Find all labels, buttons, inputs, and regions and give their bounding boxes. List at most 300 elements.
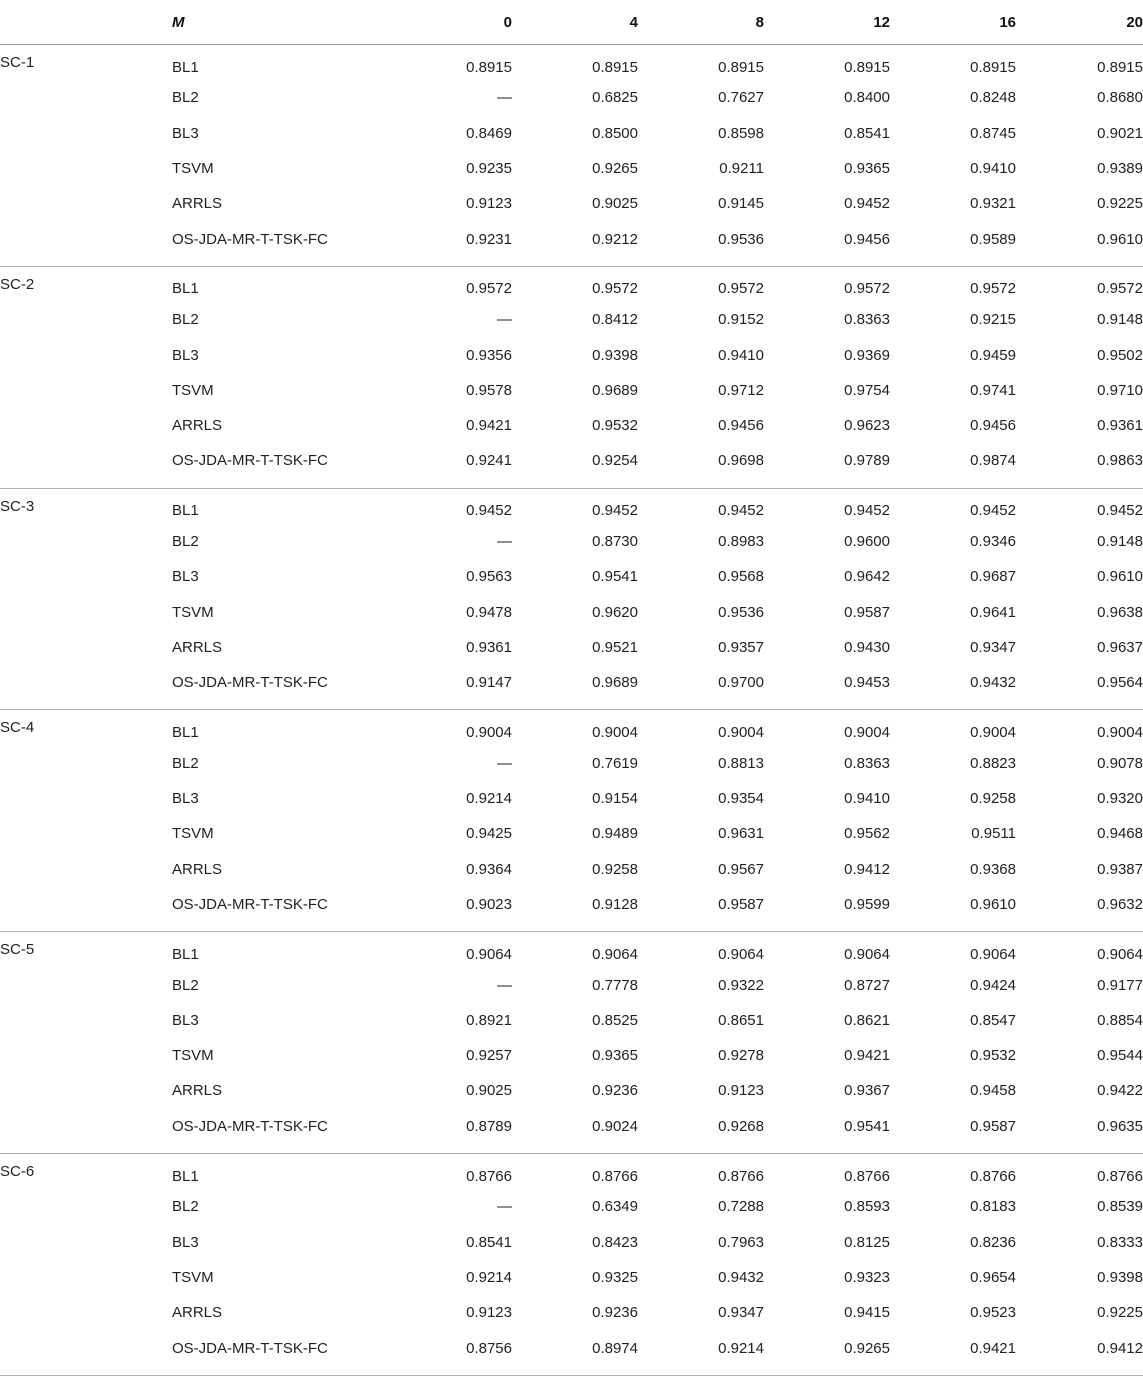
value-cell: 0.9215 xyxy=(970,311,1016,329)
value-cell: 0.9587 xyxy=(890,1109,1016,1154)
group-cell-empty xyxy=(0,302,172,337)
value-cell: 0.8183 xyxy=(970,1198,1016,1216)
method-name: BL1 xyxy=(172,502,199,520)
group-cell-empty xyxy=(0,630,172,665)
method-name: ARRLS xyxy=(172,860,223,878)
value-cell: 0.9365 xyxy=(844,160,890,178)
value-cell: 0.8333 xyxy=(1097,1233,1143,1251)
header-row xyxy=(0,0,1143,45)
value-cell: 0.9754 xyxy=(844,381,890,399)
method-name: TSVM xyxy=(172,603,214,621)
table-row xyxy=(0,116,1143,151)
value-cell: 0.9536 xyxy=(718,603,764,621)
method-name: BL2 xyxy=(172,754,199,772)
value-cell: 0.9346 xyxy=(970,533,1016,550)
value-cell: 0.7963 xyxy=(718,1233,764,1251)
table-row xyxy=(0,887,1143,932)
value-cell: 0.9361 xyxy=(1097,417,1143,435)
value-cell: 0.9422 xyxy=(1097,1082,1143,1100)
value-cell: 0.9700 xyxy=(638,665,764,710)
value-cell: 0.9064 xyxy=(718,945,764,963)
value-cell: 0.9459 xyxy=(970,346,1016,364)
value-cell: 0.9421 xyxy=(466,417,512,435)
value-cell: 0.8854 xyxy=(1097,1011,1143,1029)
value-cell: 0.9389 xyxy=(1097,160,1143,178)
table-row xyxy=(0,594,1143,629)
value-cell: 0.9387 xyxy=(1097,860,1143,878)
value-cell: 0.9064 xyxy=(970,945,1016,963)
value-cell: 0.9415 xyxy=(844,1304,890,1322)
value-cell: 0.8813 xyxy=(718,754,764,772)
value-cell: 0.9177 xyxy=(1097,976,1143,994)
table-row xyxy=(0,408,1143,443)
value-cell: 0.9589 xyxy=(890,221,1016,266)
value-cell: 0.9357 xyxy=(718,638,764,656)
group-cell-empty xyxy=(0,559,172,594)
value-cell: 0.8525 xyxy=(592,1011,638,1029)
value-cell: 0.9421 xyxy=(844,1047,890,1065)
method-name: TSVM xyxy=(172,1047,214,1065)
value-cell: 0.8915 xyxy=(844,58,890,76)
value-cell: 0.9398 xyxy=(592,346,638,364)
value-cell: 0.9432 xyxy=(718,1268,764,1286)
method-name: OS-JDA-MR-T-TSK-FC xyxy=(172,665,386,710)
value-cell: 0.9064 xyxy=(592,945,638,963)
value-cell: 0.8766 xyxy=(592,1167,638,1185)
value-cell: 0.9654 xyxy=(970,1268,1016,1286)
value-cell: 0.9410 xyxy=(718,346,764,364)
group-cell-empty xyxy=(0,1003,172,1038)
method-name: BL3 xyxy=(172,124,199,142)
value-cell: 0.9410 xyxy=(844,790,890,808)
value-cell: 0.8745 xyxy=(970,124,1016,142)
group-cell-empty xyxy=(0,1109,172,1154)
value-cell: 0.9452 xyxy=(718,502,764,520)
table-row xyxy=(0,746,1143,781)
value-cell: 0.9123 xyxy=(718,1082,764,1100)
method-name: BL3 xyxy=(172,346,199,364)
value-cell: 0.7778 xyxy=(592,976,638,994)
group-label: SC-1 xyxy=(0,54,35,71)
table-row xyxy=(0,1260,1143,1295)
value-cell: 0.7288 xyxy=(718,1198,764,1216)
value-cell: 0.8363 xyxy=(844,311,890,329)
value-cell: 0.9211 xyxy=(719,160,764,178)
value-cell: 0.8915 xyxy=(970,58,1016,76)
value-cell: 0.8248 xyxy=(970,89,1016,107)
value-cell: — xyxy=(497,533,512,550)
method-name: ARRLS xyxy=(172,417,223,435)
value-cell: 0.9258 xyxy=(970,790,1016,808)
value-cell: 0.9610 xyxy=(1097,568,1143,586)
value-cell: 0.9610 xyxy=(1016,221,1143,266)
value-cell: 0.9536 xyxy=(638,221,764,266)
group-cell-empty xyxy=(0,887,172,932)
method-name: BL2 xyxy=(172,533,199,550)
value-cell: 0.9572 xyxy=(592,280,638,298)
value-cell: 0.9458 xyxy=(970,1082,1016,1100)
value-cell: 0.9004 xyxy=(970,723,1016,741)
value-cell: 0.9502 xyxy=(1097,346,1143,364)
group-label: SC-5 xyxy=(0,941,35,959)
value-cell: 0.9637 xyxy=(1097,638,1143,656)
value-cell: 0.9004 xyxy=(592,723,638,741)
table-row xyxy=(0,373,1143,408)
table-row xyxy=(0,1295,1143,1330)
table-row xyxy=(0,1073,1143,1108)
value-cell: 0.8915 xyxy=(718,58,764,76)
method-name: OS-JDA-MR-T-TSK-FC xyxy=(172,221,386,266)
value-cell: 0.9212 xyxy=(512,221,638,266)
value-cell: 0.9599 xyxy=(764,887,890,932)
value-cell: 0.9456 xyxy=(718,417,764,435)
value-cell: 0.8983 xyxy=(718,533,764,550)
group-cell-empty xyxy=(0,1073,172,1108)
value-cell: 0.9064 xyxy=(844,945,890,963)
method-name: BL1 xyxy=(172,723,199,741)
value-cell: 0.9325 xyxy=(592,1268,638,1286)
method-name: OS-JDA-MR-T-TSK-FC xyxy=(172,1109,386,1154)
table-row xyxy=(0,932,1143,968)
value-cell: — xyxy=(497,754,512,772)
value-cell: 0.9489 xyxy=(592,825,638,843)
value-cell: 0.9214 xyxy=(638,1330,764,1375)
method-name: TSVM xyxy=(172,1268,214,1286)
value-cell: 0.9452 xyxy=(592,502,638,520)
value-cell: 0.9398 xyxy=(1097,1268,1143,1286)
value-cell: 0.8236 xyxy=(970,1233,1016,1251)
value-cell: 0.9323 xyxy=(844,1268,890,1286)
value-cell: 0.9356 xyxy=(466,346,512,364)
group-cell-empty xyxy=(0,80,172,115)
method-name: BL1 xyxy=(172,280,199,298)
table-header xyxy=(0,0,1143,45)
value-cell: 0.9147 xyxy=(386,665,512,710)
group-cell-empty xyxy=(0,443,172,488)
table-row xyxy=(0,80,1143,115)
value-cell: 0.8823 xyxy=(970,754,1016,772)
method-name: BL3 xyxy=(172,1233,199,1251)
value-cell: 0.8915 xyxy=(466,58,512,76)
method-name: OS-JDA-MR-T-TSK-FC xyxy=(172,887,386,932)
value-cell: 0.9241 xyxy=(386,443,512,488)
value-cell: 0.8598 xyxy=(718,124,764,142)
value-cell: 0.9412 xyxy=(1016,1330,1143,1375)
header-col-8: 8 xyxy=(638,0,764,45)
method-name: ARRLS xyxy=(172,1304,223,1322)
value-cell: 0.8412 xyxy=(592,311,638,329)
table-body xyxy=(0,45,1143,1376)
value-cell: 0.9789 xyxy=(764,443,890,488)
table-row xyxy=(0,186,1143,221)
value-cell: 0.9623 xyxy=(844,417,890,435)
table-row xyxy=(0,302,1143,337)
table-row xyxy=(0,266,1143,302)
value-cell: 0.9456 xyxy=(764,221,890,266)
table-row xyxy=(0,781,1143,816)
value-cell: 0.8921 xyxy=(466,1011,512,1029)
table-row xyxy=(0,1003,1143,1038)
value-cell: 0.8651 xyxy=(718,1011,764,1029)
value-cell: 0.8915 xyxy=(1097,58,1143,76)
group-label: SC-4 xyxy=(0,719,35,737)
value-cell: 0.9562 xyxy=(844,825,890,843)
value-cell: 0.9587 xyxy=(844,603,890,621)
table-row xyxy=(0,816,1143,851)
group-cell-empty xyxy=(0,1038,172,1073)
value-cell: 0.9225 xyxy=(1097,195,1143,213)
value-cell: 0.8125 xyxy=(844,1233,890,1251)
value-cell: 0.9541 xyxy=(592,568,638,586)
table-row xyxy=(0,488,1143,524)
header-col-0: 0 xyxy=(386,0,512,45)
value-cell: 0.9004 xyxy=(466,723,512,741)
value-cell: 0.6349 xyxy=(592,1198,638,1216)
value-cell: 0.9152 xyxy=(718,311,764,329)
method-name: BL2 xyxy=(172,1198,199,1216)
value-cell: 0.9521 xyxy=(592,638,638,656)
value-cell: 0.9642 xyxy=(844,568,890,586)
value-cell: — xyxy=(497,89,512,107)
value-cell: 0.9024 xyxy=(512,1109,638,1154)
value-cell: 0.9456 xyxy=(970,417,1016,435)
value-cell: 0.9452 xyxy=(844,502,890,520)
header-col-4: 4 xyxy=(512,0,638,45)
value-cell: 0.9452 xyxy=(466,502,512,520)
value-cell: 0.8500 xyxy=(592,124,638,142)
group-cell-empty xyxy=(0,594,172,629)
value-cell: 0.9430 xyxy=(844,638,890,656)
group-cell-empty xyxy=(0,665,172,710)
group-cell-empty xyxy=(0,1225,172,1260)
value-cell: 0.8541 xyxy=(844,124,890,142)
header-col-12: 12 xyxy=(764,0,890,45)
value-cell: 0.8766 xyxy=(844,1167,890,1185)
header-col-20: 20 xyxy=(1016,0,1143,45)
value-cell: 0.9004 xyxy=(1097,723,1143,741)
value-cell: 0.8756 xyxy=(386,1330,512,1375)
method-name: BL3 xyxy=(172,1011,199,1029)
group-cell-empty xyxy=(0,746,172,781)
value-cell: — xyxy=(497,1198,512,1216)
value-cell: 0.9478 xyxy=(466,603,512,621)
value-cell: 0.9347 xyxy=(718,1304,764,1322)
value-cell: 0.9365 xyxy=(592,1047,638,1065)
value-cell: 0.9689 xyxy=(592,381,638,399)
group-cell-empty xyxy=(0,116,172,151)
group-cell-empty xyxy=(0,852,172,887)
value-cell: 0.9258 xyxy=(592,860,638,878)
method-name: BL3 xyxy=(172,568,199,586)
group-cell-empty xyxy=(0,337,172,372)
table-row xyxy=(0,221,1143,266)
value-cell: 0.8423 xyxy=(592,1233,638,1251)
group-cell-empty xyxy=(0,1189,172,1224)
table-row xyxy=(0,1038,1143,1073)
header-col-16: 16 xyxy=(890,0,1016,45)
value-cell: 0.9368 xyxy=(970,860,1016,878)
group-cell-empty xyxy=(0,816,172,851)
table-row xyxy=(0,630,1143,665)
value-cell: 0.9021 xyxy=(1097,124,1143,142)
value-cell: 0.9563 xyxy=(466,568,512,586)
group-cell-empty xyxy=(0,1260,172,1295)
value-cell: 0.9410 xyxy=(970,160,1016,178)
value-cell: 0.9567 xyxy=(718,860,764,878)
group-cell-empty xyxy=(0,524,172,559)
value-cell: 0.9632 xyxy=(1016,887,1143,932)
value-cell: 0.9321 xyxy=(970,195,1016,213)
value-cell: 0.9265 xyxy=(764,1330,890,1375)
value-cell: 0.9148 xyxy=(1097,533,1143,550)
value-cell: 0.9004 xyxy=(844,723,890,741)
header-m-label: M xyxy=(172,0,386,45)
value-cell: 0.9154 xyxy=(592,790,638,808)
value-cell: 0.9254 xyxy=(512,443,638,488)
value-cell: 0.9236 xyxy=(592,1304,638,1322)
value-cell: 0.9568 xyxy=(718,568,764,586)
value-cell: 0.9572 xyxy=(970,280,1016,298)
value-cell: 0.9863 xyxy=(1016,443,1143,488)
value-cell: 0.9687 xyxy=(970,568,1016,586)
value-cell: 0.9710 xyxy=(1097,381,1143,399)
table-row xyxy=(0,45,1143,81)
group-label: SC-6 xyxy=(0,1162,35,1180)
value-cell: 0.8974 xyxy=(512,1330,638,1375)
value-cell: — xyxy=(497,976,512,994)
group-cell-empty xyxy=(0,781,172,816)
value-cell: 0.8766 xyxy=(970,1167,1016,1185)
value-cell: 0.9572 xyxy=(466,280,512,298)
method-name: BL3 xyxy=(172,790,199,808)
value-cell: 0.9511 xyxy=(971,825,1016,843)
value-cell: 0.9452 xyxy=(970,502,1016,520)
value-cell: 0.9432 xyxy=(890,665,1016,710)
value-cell: 0.9564 xyxy=(1016,665,1143,710)
value-cell: 0.9578 xyxy=(466,381,512,399)
value-cell: 0.9214 xyxy=(466,790,512,808)
value-cell: 0.8766 xyxy=(466,1167,512,1185)
value-cell: 0.9145 xyxy=(718,195,764,213)
method-name: TSVM xyxy=(172,160,214,178)
value-cell: 0.8730 xyxy=(592,533,638,550)
value-cell: 0.9610 xyxy=(890,887,1016,932)
value-cell: 0.8915 xyxy=(592,58,638,76)
table-row xyxy=(0,151,1143,186)
group-label: SC-2 xyxy=(0,275,35,293)
table-row xyxy=(0,1225,1143,1260)
value-cell: 0.9641 xyxy=(970,603,1016,621)
value-cell: 0.8766 xyxy=(718,1167,764,1185)
value-cell: 0.9128 xyxy=(512,887,638,932)
value-cell: 0.8400 xyxy=(844,89,890,107)
value-cell: 0.7627 xyxy=(718,89,764,107)
group-cell-empty xyxy=(0,1330,172,1375)
value-cell: 0.9638 xyxy=(1097,603,1143,621)
table-row xyxy=(0,559,1143,594)
value-cell: 0.9421 xyxy=(890,1330,1016,1375)
value-cell: 0.9004 xyxy=(718,723,764,741)
value-cell: 0.9452 xyxy=(1097,502,1143,520)
value-cell: 0.8363 xyxy=(844,754,890,772)
value-cell: 0.8593 xyxy=(844,1198,890,1216)
value-cell: 0.9541 xyxy=(764,1109,890,1154)
method-name: ARRLS xyxy=(172,1082,223,1100)
value-cell: 0.9123 xyxy=(466,1304,512,1322)
value-cell: 0.8547 xyxy=(970,1011,1016,1029)
value-cell: 0.9544 xyxy=(1097,1047,1143,1065)
value-cell: 0.9698 xyxy=(638,443,764,488)
value-cell: 0.9425 xyxy=(466,825,512,843)
value-cell: 0.9123 xyxy=(466,195,512,213)
value-cell: 0.8680 xyxy=(1097,89,1143,107)
value-cell: 0.9620 xyxy=(592,603,638,621)
value-cell: 0.8469 xyxy=(466,124,512,142)
value-cell: 0.9367 xyxy=(844,1082,890,1100)
method-name: BL1 xyxy=(172,945,199,963)
value-cell: 0.8789 xyxy=(386,1109,512,1154)
value-cell: 0.9064 xyxy=(466,945,512,963)
group-label: SC-3 xyxy=(0,497,35,515)
method-name: TSVM xyxy=(172,381,214,399)
value-cell: 0.9347 xyxy=(970,638,1016,656)
value-cell: 0.8539 xyxy=(1097,1198,1143,1216)
value-cell: 0.7619 xyxy=(592,754,638,772)
value-cell: 0.9874 xyxy=(890,443,1016,488)
table-row xyxy=(0,710,1143,746)
value-cell: 0.9468 xyxy=(1097,825,1143,843)
value-cell: 0.9148 xyxy=(1097,311,1143,329)
value-cell: — xyxy=(497,311,512,329)
value-cell: 0.9236 xyxy=(592,1082,638,1100)
method-name: BL2 xyxy=(172,976,199,994)
table-row xyxy=(0,1109,1143,1154)
value-cell: 0.8541 xyxy=(466,1233,512,1251)
value-cell: 0.9741 xyxy=(970,381,1016,399)
table-row xyxy=(0,665,1143,710)
value-cell: 0.9424 xyxy=(970,976,1016,994)
value-cell: 0.6825 xyxy=(592,89,638,107)
group-cell-empty xyxy=(0,186,172,221)
value-cell: 0.9265 xyxy=(592,160,638,178)
method-name: TSVM xyxy=(172,825,214,843)
value-cell: 0.9712 xyxy=(718,381,764,399)
table-row xyxy=(0,337,1143,372)
table-row xyxy=(0,524,1143,559)
method-name: ARRLS xyxy=(172,638,223,656)
value-cell: 0.9235 xyxy=(466,160,512,178)
value-cell: 0.8766 xyxy=(1097,1167,1143,1185)
value-cell: 0.9361 xyxy=(466,638,512,656)
value-cell: 0.9214 xyxy=(466,1268,512,1286)
value-cell: 0.9078 xyxy=(1097,754,1143,772)
value-cell: 0.9278 xyxy=(718,1047,764,1065)
value-cell: 0.9689 xyxy=(512,665,638,710)
method-name: BL1 xyxy=(172,58,199,76)
value-cell: 0.9320 xyxy=(1097,790,1143,808)
value-cell: 0.9257 xyxy=(466,1047,512,1065)
value-cell: 0.9354 xyxy=(718,790,764,808)
value-cell: 0.9064 xyxy=(1097,945,1143,963)
group-cell-empty xyxy=(0,1295,172,1330)
value-cell: 0.9572 xyxy=(844,280,890,298)
table-row xyxy=(0,967,1143,1002)
table-row xyxy=(0,1189,1143,1224)
table-row xyxy=(0,443,1143,488)
method-name: BL2 xyxy=(172,89,199,107)
value-cell: 0.9631 xyxy=(718,825,764,843)
value-cell: 0.9453 xyxy=(764,665,890,710)
